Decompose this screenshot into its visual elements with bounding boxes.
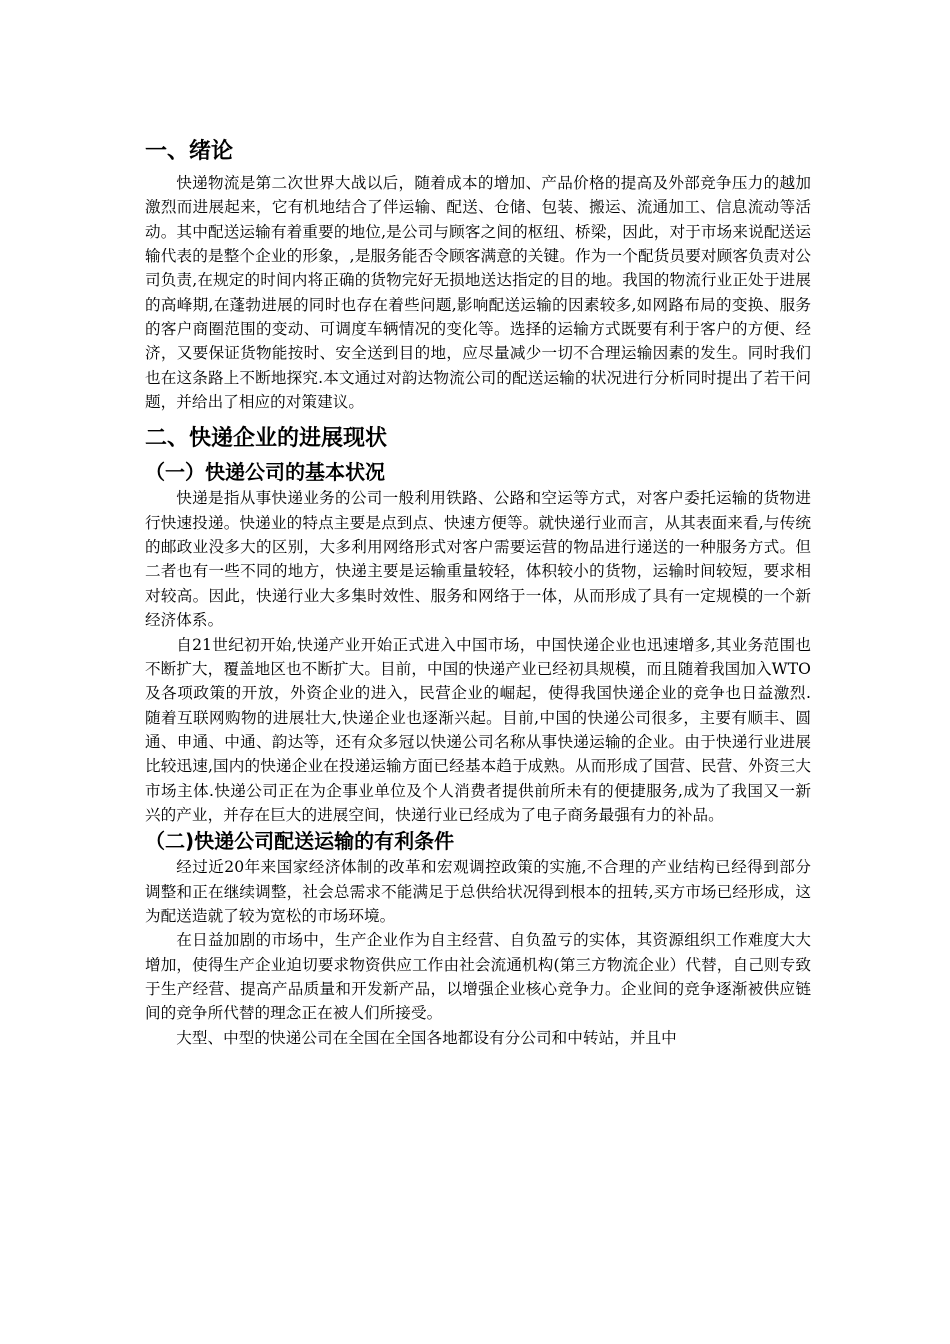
page-content <box>145 133 811 1050</box>
subsection-heading: （一）快递公司的基本状况 <box>145 460 385 485</box>
subsection-favorable-conditions <box>145 827 811 1050</box>
paragraph: 大型、中型的快递公司在全国在全国各地都设有分公司和中转站，并且中 <box>176 1028 677 1047</box>
subsection-heading: （二)快递公司配送运输的有利条件 <box>145 829 455 854</box>
section-development-status <box>145 420 811 1050</box>
section-heading: 一、绪论 <box>145 139 234 164</box>
paragraph: 在日益加剧的市场中，生产企业作为自主经营、自负盈亏的实体，其资源组织工作难度大大增加，使得生产企业迫切要求物资供应工作由社会流通机构(第三方物流企业）代替，自己则专致于生产经营、提高产品质量和开发新产品，以增强企业核心竞争力。企业间的竞争逐渐被供应链间的竞争所代替的理念正在被人们所接受。 <box>145 931 811 1023</box>
section-heading: 二、快递企业的进展现状 <box>145 426 388 452</box>
subsection-basic-status <box>145 458 811 827</box>
paragraph: 自21世纪初开始,快递产业开始正式进入中国市场，中国快递企业也迅速增多,其业务范围也不断扩大，覆盖地区也不断扩大。目前，中国的快递产业已经初具规模，而且随着我国加入WTO及各项政策的开放，外资企业的进入，民营企业的崛起，使得我国快递企业的竞争也日益激烈. 随着互联网购物的进展壮大,快递企业也逐渐兴起。目前,中国的快递公司很多，主要有顺丰、圆通、申通、中通、韵达等，还有众多冠以快递公司名称从事快递运输的企业。由于快递行业进展比较迅速,国内的快递企业在投递运输方面已经基本趋于成熟。从而形成了国营、民营、外资三大市场主体.快递公司正在为企事业单位及个人消费者提供前所未有的便捷服务,成为了我国又一新兴的产业，并存在巨大的进展空间，快递行业已经成为了电子商务最强有力的补品。 <box>145 635 811 824</box>
paragraph: 快递物流是第二次世界大战以后，随着成本的增加、产品价格的提高及外部竞争压力的越加激烈而进展起来，它有机地结合了伴运输、配送、仓储、包装、搬运、流通加工、信息流动等活动。其中配送运输有着重要的地位,是公司与顾客之间的枢纽、桥梁，因此，对于市场来说配送运输代表的是整个企业的形象，,是服务能否令顾客满意的关键。作为一个配货员要对顾客负责对公司负责,在规定的时间内将正确的货物完好无损地送达指定的目的地。我国的物流行业正处于进展的高峰期,在蓬勃进展的同时也存在着些问题,影响配送运输的因素较多,如网路布局的变换、服务的客户商圈范围的变动、可调度车辆情况的变化等。选择的运输方式既要有利于客户的方便、经济，又要保证货物能按时、安全送到目的地，应尽量减少一切不合理运输因素的发生。同时我们也在这条路上不断地探究.本文通过对韵达物流公司的配送运输的状况进行分析同时提出了若干问题，并给出了相应的对策建议。 <box>145 174 811 412</box>
section-introduction <box>145 133 811 414</box>
paragraph: 经过近20年来国家经济体制的改革和宏观调控政策的实施,不合理的产业结构已经得到部分调整和正在继续调整，社会总需求不能满足于总供给状况得到根本的扭转,买方市场已经形成，这为配送造就了较为宽松的市场环境。 <box>145 858 811 925</box>
paragraph: 快递是指从事快递业务的公司一般利用铁路、公路和空运等方式，对客户委托运输的货物进行快速投递。快递业的特点主要是点到点、快速方便等。就快递行业而言，从其表面来看,与传统的邮政业没多大的区别，大多利用网络形式对客户需要运营的物品进行递送的一种服务方式。但二者也有一些不同的地方，快递主要是运输重量较轻，体积较小的货物，运输时间较短，要求相对较高。因此，快递行业大多集时效性、服务和网络于一体，从而形成了具有一定规模的一个新经济体系。 <box>145 489 811 630</box>
